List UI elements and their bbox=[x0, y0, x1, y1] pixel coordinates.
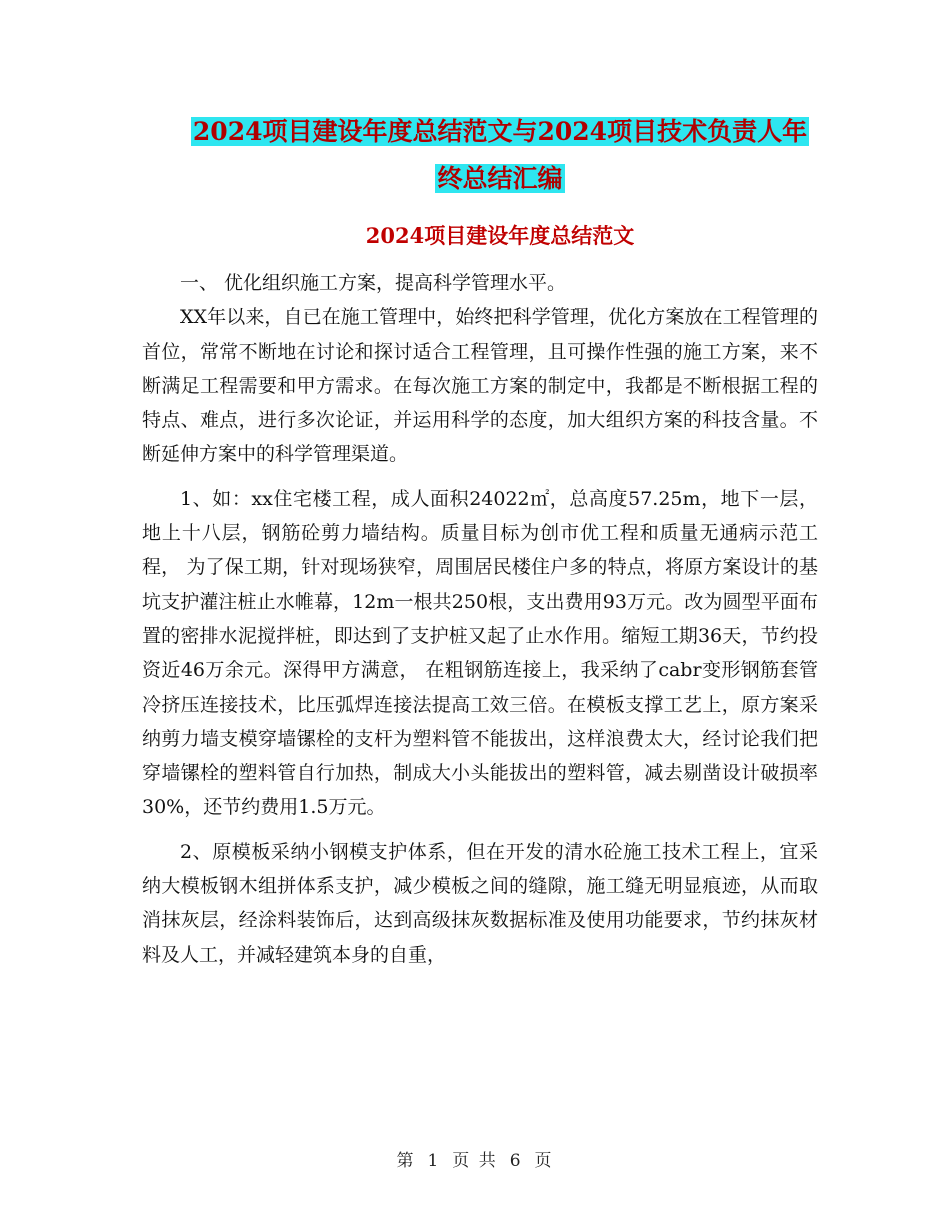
footer-mid: 页 共 bbox=[452, 1151, 498, 1171]
paragraph: XX年以来，自已在施工管理中，始终把科学管理，优化方案放在工程管理的首位，常常不断地在讨论和探讨适合工程管理，且可操作性强的施工方案，来不断满足工程需要和甲方需求。在每次施工方案的制定中，我都是不断根据工程的特点、难点，进行多次论证，并运用科学的态度，加大组织方案的科技含量。不断延伸方案中的科学管理渠道。 bbox=[142, 306, 818, 466]
document-body bbox=[142, 266, 818, 972]
section-title: 2024项目建设年度总结范文 bbox=[365, 223, 635, 248]
footer-suffix: 页 bbox=[534, 1151, 554, 1171]
total-pages: 6 bbox=[509, 1151, 523, 1171]
paragraph-heading: 一、 优化组织施工方案，提高科学管理水平。 bbox=[180, 272, 567, 294]
title-line-2: 终总结汇编 bbox=[437, 164, 563, 193]
page-footer bbox=[0, 1146, 950, 1171]
document-title bbox=[140, 108, 860, 202]
paragraph: 1、如：xx住宅楼工程，成人面积24022㎡，总高度57.25m，地下一层，地上十八层，钢筋砼剪力墙结构。质量目标为创市优工程和质量无通病示范工程， 为了保工期，针对现场狭窄，周围居民楼住户多的特点，将原方案设计的基坑支护灌注桩止水帷幕，12m一根共250根，支出费用93万元。改为圆型平面布置的密排水泥搅拌桩，即达到了支护桩又起了止水作用。缩短工期36天，节约投资近46万余元。深得甲方满意， 在粗钢筋连接上，我采纳了cabr变形钢筋套管冷挤压连接技术，比压弧焊连接法提高工效三倍。在模板支撑工艺上，原方案采纳剪力墙支模穿墙镙栓的支杆为塑料管不能拔出，这样浪费太大，经讨论我们把穿墙镙栓的塑料管自行加热，制成大小头能拔出的塑料管，减去剔凿设计破损率30%，还节约费用1.5万元。 bbox=[142, 487, 818, 819]
paragraph: 2、原模板采纳小钢模支护体系，但在开发的清水砼施工技术工程上，宜采纳大模板钢木组拼体系支护，减少模板之间的缝隙，施工缝无明显痕迹，从而取消抹灰层，经涂料装饰后，达到高级抹灰数据标准及使用功能要求，节约抹灰材料及人工，并减轻建筑本身的自重， bbox=[142, 840, 818, 966]
title-line-1: 2024项目建设年度总结范文与2024项目技术负责人年 bbox=[192, 117, 808, 146]
page-number: 1 bbox=[427, 1151, 441, 1171]
footer-prefix: 第 bbox=[396, 1151, 416, 1171]
